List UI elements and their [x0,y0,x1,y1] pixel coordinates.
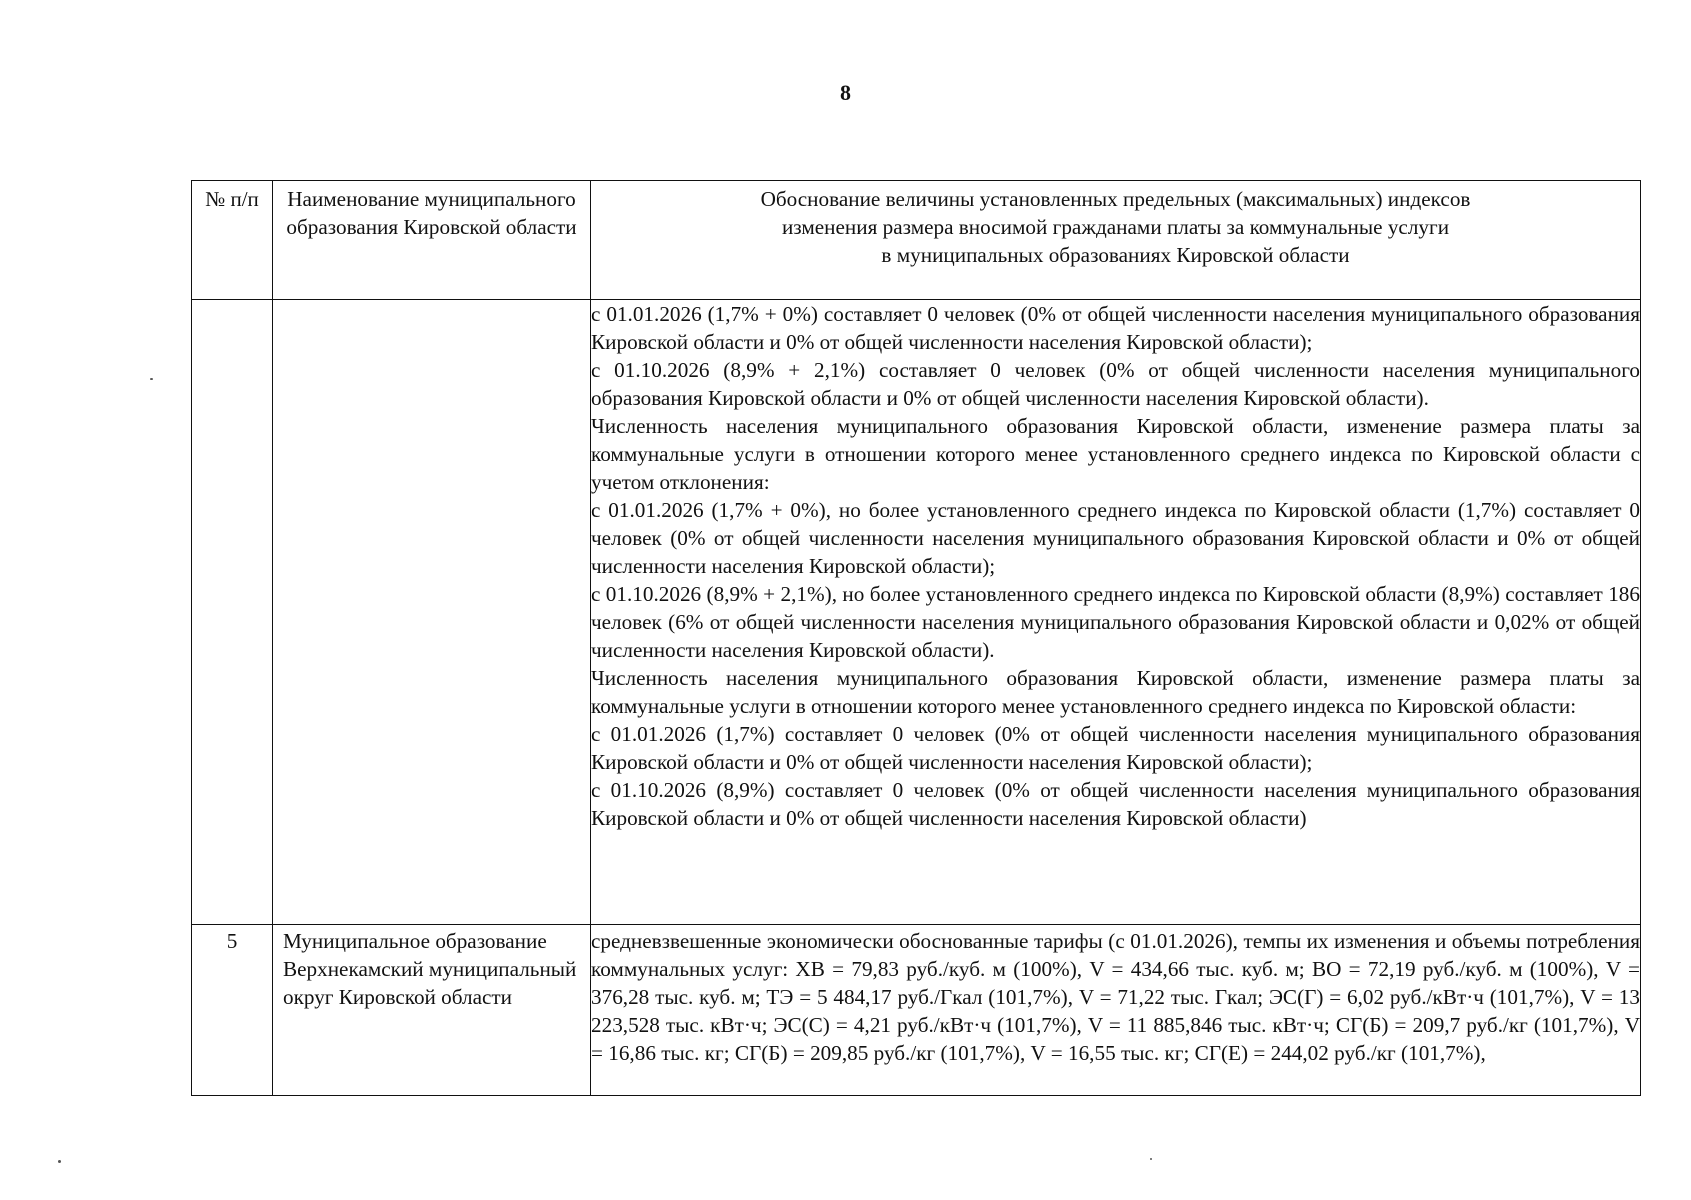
row-justification-cell [591,300,1641,925]
page-number: 8 [840,80,851,105]
row-number-cell [192,300,273,925]
paragraph: Численность населения муниципального образования Кировской области, изменение размера платы за коммунальные услуги в отношении которого менее установленного среднего индекса по Кировской области: [591,666,1640,718]
paragraph: с 01.10.2026 (8,9%) составляет 0 человек (0% от общей численности населения муниципального образования Кировской области и 0% от общей численности населения Кировской области) [591,778,1640,830]
paragraph: с 01.01.2026 (1,7%) составляет 0 человек (0% от общей численности населения муниципального образования Кировской области и 0% от общей численности населения Кировской области); [591,722,1640,774]
table-row-continued [192,300,1641,925]
justification-table [191,180,1641,1096]
row-number-cell: 5 [192,925,273,1096]
header-justification-line: Обоснование величины установленных предельных (максимальных) индексов [760,187,1471,211]
header-justification-line: изменения размера вносимой гражданами платы за коммунальные услуги [781,215,1450,239]
row-justification-cell: средневзвешенные экономически обоснованные тарифы (с 01.01.2026), темпы их изменения и объемы потребления коммунальных услуг: ХВ = 79,83 руб./куб. м (100%), V = 434,66 тыс. куб. м; ВО = 72,19 руб./куб. м (100%), V = 376,28 тыс. куб. м; ТЭ = 5 484,17 руб./Гкал (101,7%), V = 71,22 тыс. Гкал; ЭС(Г) = 6,02 руб./кВт·ч (101,7%), V = 13 223,528 тыс. кВт·ч; ЭС(С) = 4,21 руб./кВт·ч (101,7%), V = 11 885,846 тыс. кВт·ч; СГ(Б) = 209,7 руб./кг (101,7%), V = 16,86 тыс. кг; СГ(Б) = 209,85 руб./кг (101,7%), V = 16,55 тыс. кг; СГ(Е) = 244,02 руб./кг (101,7%), [591,925,1641,1096]
table-header-row [192,181,1641,300]
scan-speck [1150,1158,1152,1160]
header-number: № п/п [192,181,273,300]
row-name-cell: Муниципальное образование Верхнекамский муниципальный округ Кировской области [273,925,591,1096]
header-justification-line: в муниципальных образованиях Кировской области [881,243,1350,267]
header-municipality-name: Наименование муниципального образования Кировской области [273,181,591,300]
paragraph: с 01.10.2026 (8,9% + 2,1%), но более установленного среднего индекса по Кировской области (8,9%) составляет 186 человек (6% от общей численности населения муниципального образования Кировской области и 0,02% от общей численности населения Кировской области). [591,582,1640,662]
table-row-5 [192,925,1641,1096]
paragraph: с 01.01.2026 (1,7% + 0%) составляет 0 человек (0% от общей численности населения муниципального образования Кировской области и 0% от общей численности населения Кировской области); [591,302,1640,354]
paragraph: Численность населения муниципального образования Кировской области, изменение размера платы за коммунальные услуги в отношении которого менее установленного среднего индекса по Кировской области с учетом отклонения: [591,414,1640,494]
scan-speck [58,1160,61,1163]
paragraph: с 01.01.2026 (1,7% + 0%), но более установленного среднего индекса по Кировской области (1,7%) составляет 0 человек (0% от общей численности населения муниципального образования Кировской области и 0% от общей численности населения Кировской области); [591,498,1640,578]
row-name-cell [273,300,591,925]
paragraph: с 01.10.2026 (8,9% + 2,1%) составляет 0 человек (0% от общей численности населения муниципального образования Кировской области и 0% от общей численности населения Кировской области). [591,358,1640,410]
scan-speck [150,378,153,380]
header-justification [591,181,1641,300]
